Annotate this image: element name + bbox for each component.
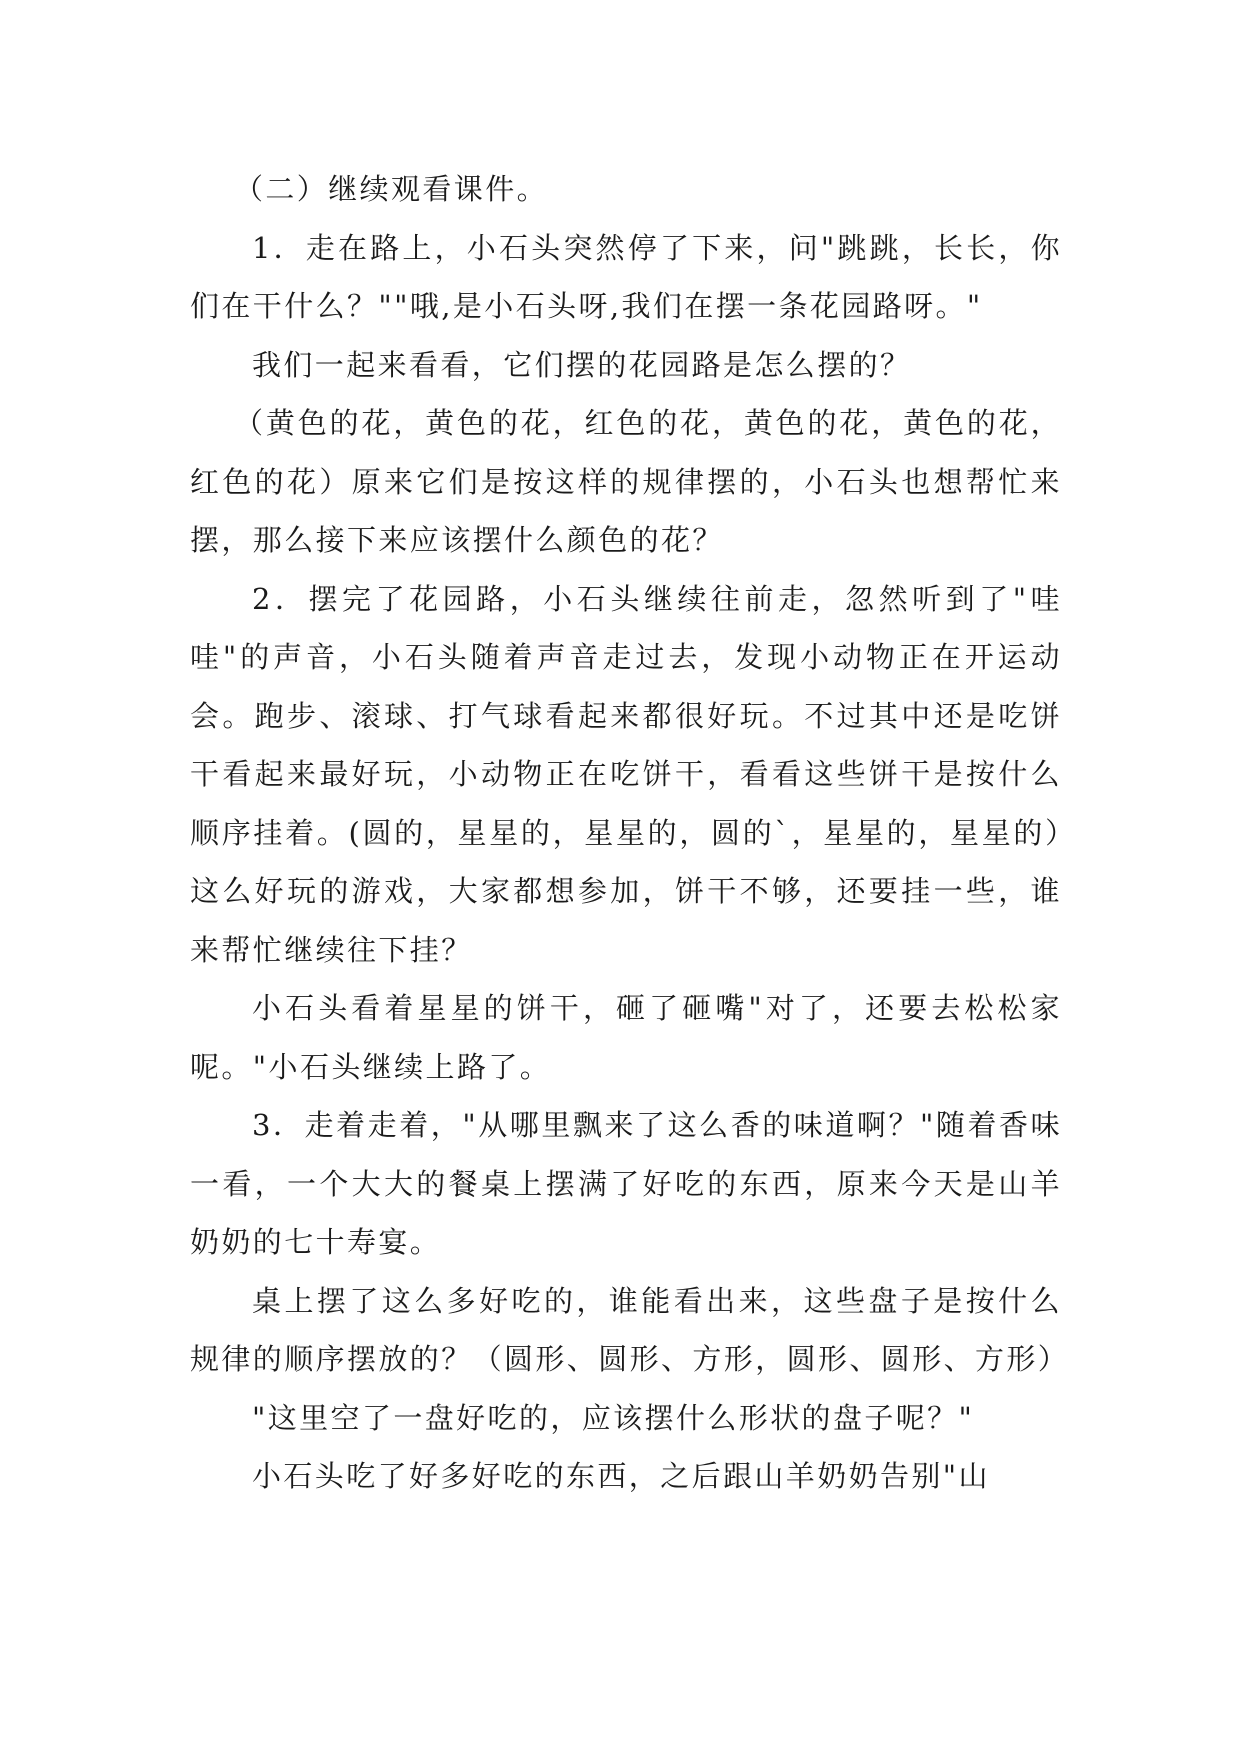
paragraph-continue-journey: 小石头看着星星的饼干，砸了砸嘴"对了，还要去松松家呢。"小石头继续上路了。	[190, 991, 1062, 1084]
paragraph-farewell: 小石头吃了好多好吃的东西，之后跟山羊奶奶告别"山	[252, 1459, 990, 1493]
paragraph-step-1: 1．走在路上，小石头突然停了下来，问"跳跳，长长，你们在干什么？""哦,是小石头呀,我们在摆一条花园路呀。"	[190, 230, 1062, 323]
paragraph-flower-pattern: （黄色的花，黄色的花，红色的花，黄色的花，黄色的花，红色的花）原来它们是按这样的规律摆的，小石头也想帮忙来摆，那么接下来应该摆什么颜色的花？	[190, 406, 1062, 557]
paragraph-section-heading: （二）继续观看课件。	[234, 172, 549, 206]
paragraph-step-3: 3．走着走着，"从哪里飘来了这么香的味道啊？"随着香味一看，一个大大的餐桌上摆满了好吃的东西，原来今天是山羊奶奶的七十寿宴。	[190, 1108, 1062, 1259]
paragraph-plate-pattern: 桌上摆了这么多好吃的，谁能看出来，这些盘子是按什么规律的顺序摆放的？（圆形、圆形、方形，圆形、圆形、方形）	[190, 1283, 1070, 1376]
paragraph-question-garden-path: 我们一起来看看，它们摆的花园路是怎么摆的？	[252, 347, 912, 382]
paragraph-empty-plate-question: "这里空了一盘好吃的，应该摆什么形状的盘子呢？"	[252, 1400, 975, 1435]
paragraph-step-2: 2．摆完了花园路，小石头继续往前走，忽然听到了"哇哇"的声音，小石头随着声音走过去，发现小动物正在开运动会。跑步、滚球、打气球看起来都很好玩。不过其中还是吃饼干看起来最好玩，小动物正在吃饼干，看看这些饼干是按什么顺序挂着。(圆的，星星的，星星的，圆的`，星星的，星星的）这么好玩的游戏，大家都想参加，饼干不够，还要挂一些，谁来帮忙继续往下挂？	[190, 581, 1062, 967]
document-body	[190, 160, 1070, 1506]
